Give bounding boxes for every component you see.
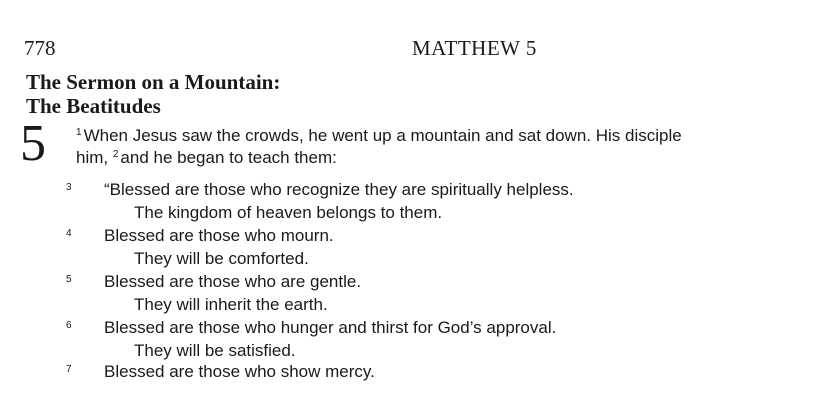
poem-line-indented: They will be satisfied. bbox=[134, 341, 296, 360]
poem-line-indented: The kingdom of heaven belongs to them. bbox=[134, 203, 443, 222]
intro-text: When Jesus saw the crowds, he went up a mountain and sat down. His disciple bbox=[83, 126, 682, 145]
intro-line-1 bbox=[76, 126, 682, 146]
intro-text: him, bbox=[76, 148, 113, 167]
verse-number: 1 bbox=[76, 127, 82, 138]
chapter-number: 5 bbox=[20, 115, 46, 172]
section-heading-line-1: The Sermon on a Mountain: bbox=[26, 70, 281, 94]
page-number: 778 bbox=[24, 36, 56, 60]
intro-line-2 bbox=[76, 148, 337, 168]
verse-number: 7 bbox=[66, 364, 72, 375]
poem-line: Blessed are those who hunger and thirst for God’s approval. bbox=[104, 318, 557, 337]
verse-number: 6 bbox=[66, 320, 72, 331]
poem-line: Blessed are those who show mercy. bbox=[104, 362, 375, 381]
verse-number: 3 bbox=[66, 182, 72, 193]
poem-line-indented: They will be comforted. bbox=[134, 249, 309, 268]
verse-number: 5 bbox=[66, 274, 72, 285]
section-heading bbox=[26, 70, 280, 118]
verse-number: 2 bbox=[112, 149, 119, 160]
poem-line: Blessed are those who mourn. bbox=[104, 226, 334, 245]
running-head: MATTHEW 5 bbox=[412, 36, 537, 60]
intro-text: and he began to teach them: bbox=[120, 148, 337, 167]
poem-line: “Blessed are those who recognize they are spiritually helpless. bbox=[104, 180, 574, 199]
poem-line-indented: They will inherit the earth. bbox=[134, 295, 328, 314]
verse-number: 4 bbox=[66, 228, 72, 239]
section-heading-line-2: The Beatitudes bbox=[26, 94, 161, 118]
poem-line: Blessed are those who are gentle. bbox=[104, 272, 362, 291]
